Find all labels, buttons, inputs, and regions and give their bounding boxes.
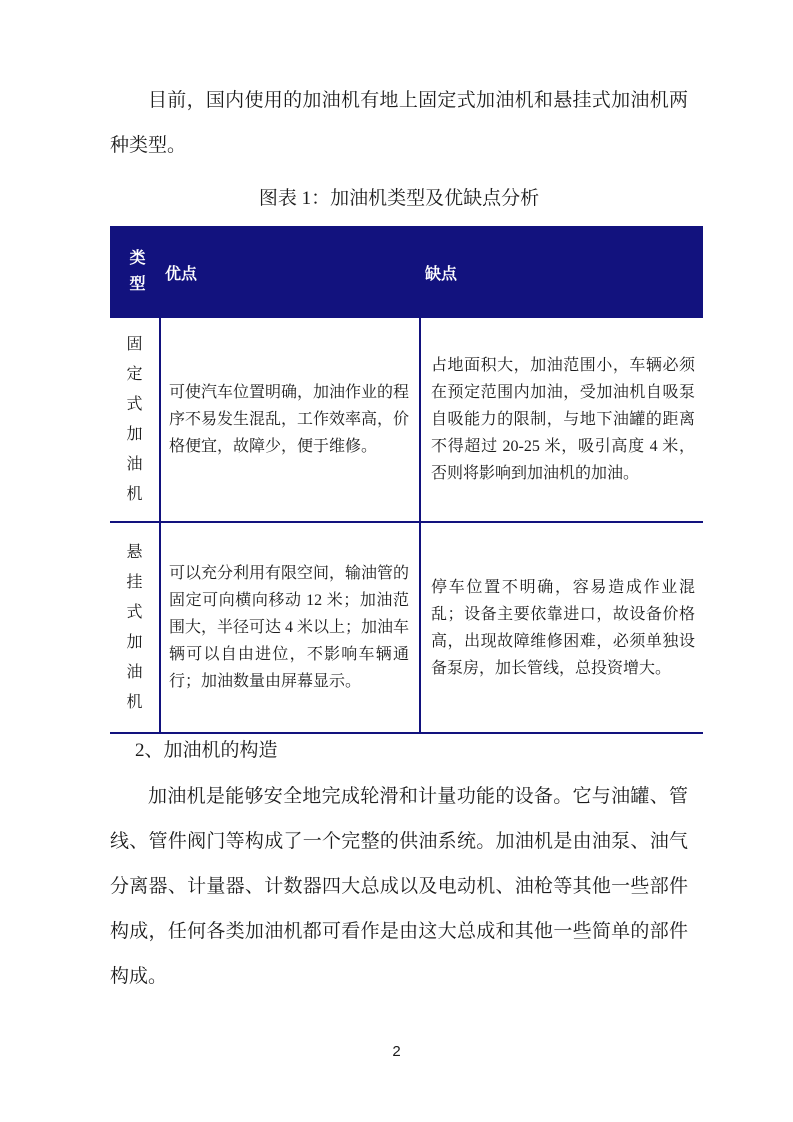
pros-cell: 可使汽车位置明确，加油作业的程序不易发生混乱，工作效率高，价格便宜，故障少，便于维修。: [160, 318, 420, 522]
header-type-label: 类型: [129, 250, 146, 293]
body-paragraph: 加油机是能够安全地完成轮滑和计量功能的设备。它与油罐、管线、管件阀门等构成了一个完整的供油系统。加油机是由油泵、油气分离器、计量器、计数器四大总成以及电动机、油枪等其他一些部件构成，任何各类加油机都可看作是由这大总成和其他一些简单的部件构成。: [110, 786, 688, 987]
dispenser-comparison-table: [110, 226, 703, 734]
header-cell-type: [110, 226, 160, 318]
table-caption: 图表 1：加油机类型及优缺点分析: [258, 188, 540, 209]
table-header-row: [110, 226, 703, 318]
cons-cell: 停车位置不明确，容易造成作业混乱；设备主要依靠进口，故设备价格高，出现故障维修困难，必须单独设备泵房，加长管线，总投资增大。: [420, 522, 703, 733]
header-cell-pros: 优点: [160, 226, 420, 318]
table-row-suspended-dispenser: [110, 522, 703, 733]
type-label: 固定式加油机: [126, 335, 143, 503]
table-row-fixed-dispenser: [110, 318, 703, 522]
page-number: 2: [392, 1043, 401, 1060]
type-cell: [110, 522, 160, 733]
type-cell: [110, 318, 160, 522]
pros-cell: 可以充分利用有限空间，输油管的固定可向横向移动 12 米；加油范围大，半径可达 4 米以上；加油车辆可以自由进位，不影响车辆通行；加油数量由屏幕显示。: [160, 522, 420, 733]
section-heading: 2、加油机的构造: [135, 740, 278, 761]
type-label: 悬挂式加油机: [126, 543, 143, 711]
header-cell-cons: 缺点: [420, 226, 703, 318]
intro-paragraph: 目前，国内使用的加油机有地上固定式加油机和悬挂式加油机两种类型。: [110, 90, 688, 156]
cons-cell: 占地面积大，加油范围小，车辆必须在预定范围内加油，受加油机自吸泵自吸能力的限制，与地下油罐的距离不得超过 20-25 米，吸引高度 4 米，否则将影响到加油机的加油。: [420, 318, 703, 522]
